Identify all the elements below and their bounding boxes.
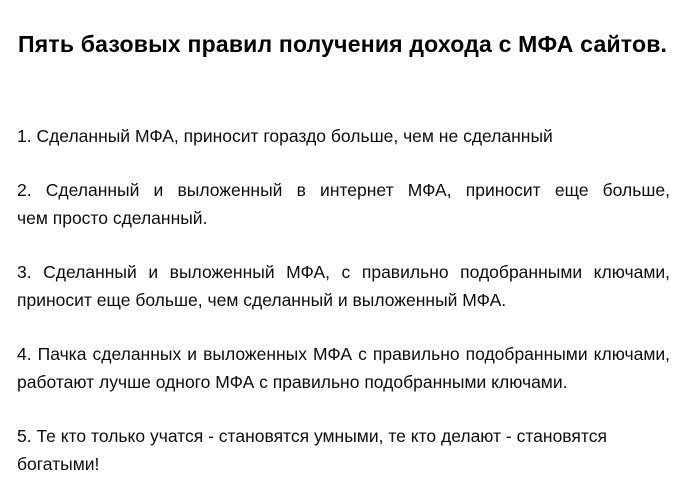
rule-5-line-2: богатыми! bbox=[17, 454, 100, 474]
rule-paragraph-2 bbox=[17, 176, 670, 232]
slide-title: Пять базовых правил получения дохода с МФА сайтов. bbox=[18, 31, 668, 58]
rule-paragraph-4 bbox=[17, 340, 670, 396]
rule-paragraph-3 bbox=[17, 258, 670, 314]
rule-4-line-2: работают лучше одного МФА с правильно подобранными ключами. bbox=[17, 372, 568, 392]
rule-2-line-2: чем просто сделанный. bbox=[17, 208, 208, 228]
rule-3-line-1: 3. Сделанный и выложенный МФА, с правильно подобранными ключами, bbox=[17, 262, 670, 282]
rule-4-line-1: 4. Пачка сделанных и выложенных МФА с правильно подобранными ключами, bbox=[17, 344, 670, 364]
rule-5-line-1: 5. Те кто только учатся - становятся умными, те кто делают - становятся bbox=[17, 426, 607, 446]
rule-paragraph-1 bbox=[17, 122, 670, 150]
rule-2-line-1: 2. Сделанный и выложенный в интернет МФА, приносит еще больше, bbox=[17, 180, 670, 200]
rule-3-line-2: приносит еще больше, чем сделанный и выложенный МФА. bbox=[17, 290, 507, 310]
rule-paragraph-5 bbox=[17, 422, 670, 478]
rule-1-line-1: 1. Сделанный МФА, приносит гораздо больше, чем не сделанный bbox=[17, 126, 553, 146]
rules-list bbox=[17, 122, 670, 504]
